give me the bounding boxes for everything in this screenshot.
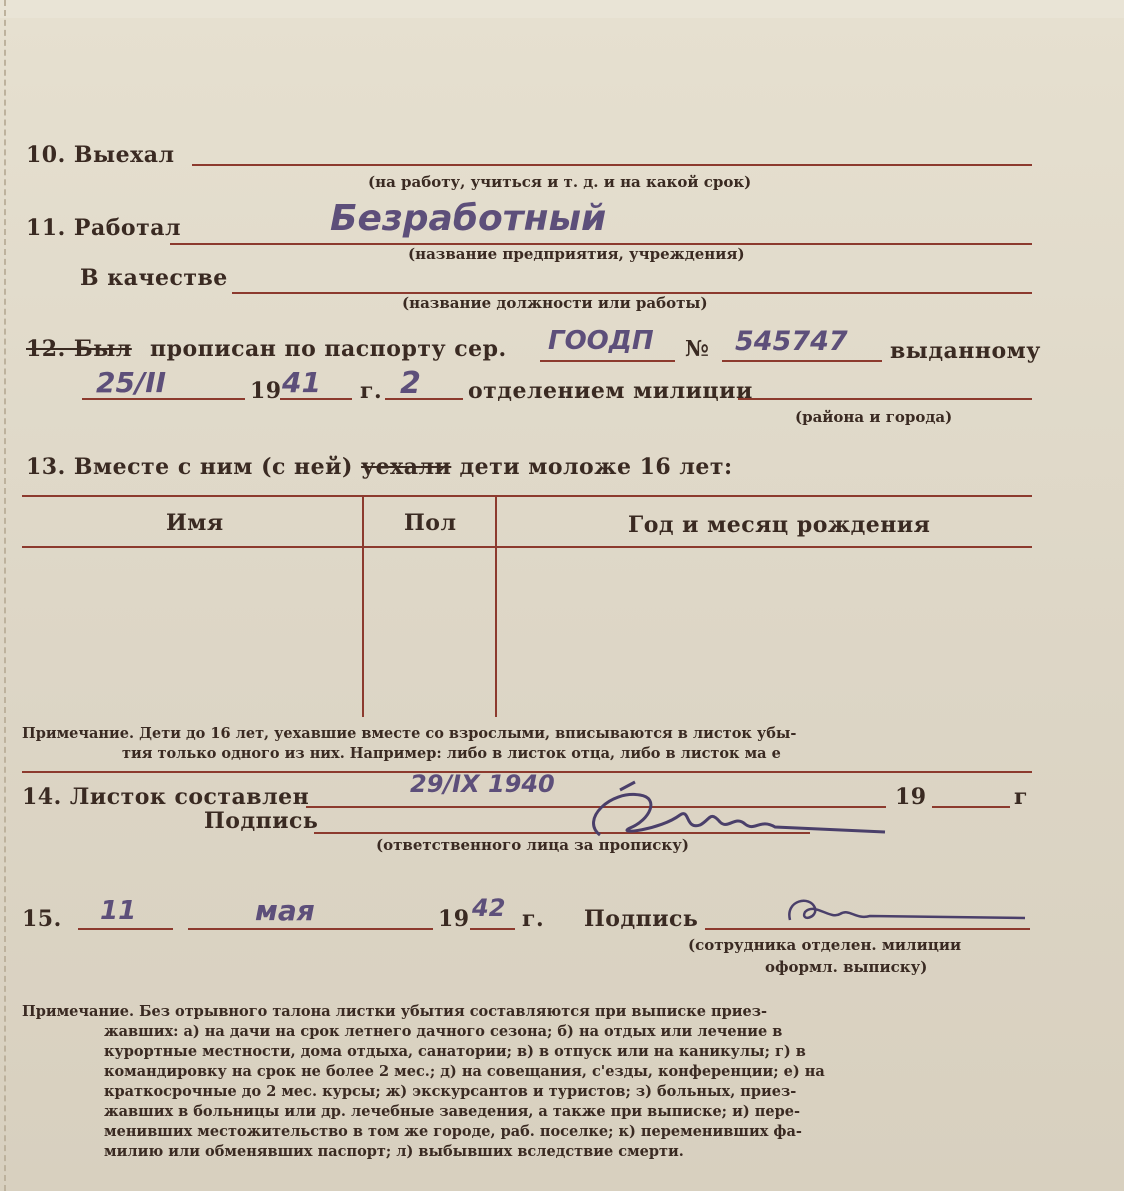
issue-year-line [280, 398, 352, 400]
issue-date-line [82, 398, 245, 400]
item11-handwritten-employer: Безработный [330, 198, 607, 239]
footnote-line-8: милию или обменявших паспорт; л) выбывших вследствие смерти. [104, 1143, 684, 1160]
item13-label [26, 454, 733, 480]
footnote-line-3: курортные местности, дома отдыха, санатории; в) в отпуск или на каникулы; г) в [104, 1043, 806, 1060]
item15-sign-label: Подпись [584, 906, 699, 932]
item14-year-line [932, 806, 1010, 808]
issued-label: выданному [890, 338, 1041, 364]
item12-label: прописан по паспорту сер. [150, 336, 507, 362]
police-dept-label: отделением милиции [468, 378, 753, 404]
perforation-line [4, 0, 6, 1191]
item10-caption: (на работу, учиться и т. д. и на какой срок) [368, 173, 752, 191]
item12-label-start [26, 336, 132, 362]
item10-line [192, 164, 1032, 166]
item14-year-prefix: 19 [895, 784, 927, 810]
item14-label: 14. Листок составлен [22, 784, 310, 810]
footnote-line-7: менивших местожительство в том же городе, раб. поселке; к) переменивших фа- [104, 1123, 802, 1140]
footnote-line-2: жавших: а) на дачи на срок летнего дачного сезона; б) на отдых или лечение в [104, 1023, 783, 1040]
item14-sign-label: Подпись [204, 808, 319, 834]
footnote-line-4: командировку на срок не более 2 мес.; д) на совещания, с'езды, конференции; е) на [104, 1063, 825, 1080]
issue-year: 41 [282, 366, 321, 399]
item13-label-start: 13. Вместе с ним (с ней) [26, 454, 353, 480]
issue-date: 25/II [96, 366, 167, 399]
item15-year-suffix: г. [522, 906, 545, 932]
passport-number: 545747 [735, 326, 848, 357]
district-caption: (района и города) [795, 408, 953, 426]
issue-year-suffix: г. [360, 378, 383, 404]
footnote-line-1: Примечание. Без отрывного талона листки убытия составляются при выписке приез- [22, 1003, 767, 1020]
item15-day: 11 [100, 896, 137, 926]
col-header-birth: Год и месяц рождения [628, 512, 931, 538]
torn-top-edge [0, 0, 1124, 18]
item15-year-line [470, 928, 515, 930]
item15-year-prefix: 19 [438, 906, 470, 932]
number-line [722, 360, 882, 362]
item15-signature [760, 890, 1030, 935]
number-sign: № [685, 336, 710, 362]
item13-label-end: дети моложе 16 лет: [459, 454, 733, 480]
item15-day-line [78, 928, 173, 930]
item13-note-line1: Примечание. Дети до 16 лет, уехавшие вместе со взрослыми, вписываются в листок убы- [22, 725, 797, 742]
table-divider-2 [495, 497, 497, 717]
col-header-sex: Пол [404, 510, 457, 536]
item14-caption: (ответственного лица за прописку) [376, 836, 689, 854]
item10-label: 10. Выехал [26, 142, 175, 168]
item11-caption: (название предприятия, учреждения) [408, 245, 745, 263]
table-top-rule [22, 495, 1032, 497]
footnote-line-6: жавших в больницы или др. лечебные заведения, а также при выписке; и) пере- [104, 1103, 800, 1120]
issue-year-prefix: 19 [250, 378, 282, 404]
passport-series: ГООДП [548, 326, 654, 356]
series-line [540, 360, 675, 362]
table-header-rule [22, 546, 1032, 548]
item14-year-suffix: г [1014, 784, 1028, 810]
item15-caption-1: (сотрудника отделен. милиции [688, 936, 962, 954]
district-line [738, 398, 1032, 400]
item11-label: 11. Работал [26, 215, 181, 241]
item15-year: 42 [472, 894, 506, 922]
item15-caption-2: оформл. выписку) [765, 958, 928, 976]
item14-date: 29/IX 1940 [410, 770, 555, 798]
police-dept-number: 2 [400, 366, 421, 401]
item11-position-caption: (название должности или работы) [402, 294, 708, 312]
item13-struck-word: уехали [361, 454, 452, 480]
dept-number-line [385, 398, 463, 400]
item15-label: 15. [22, 906, 62, 932]
item15-month: мая [255, 894, 315, 927]
item11-position-label: В качестве [80, 265, 228, 291]
col-header-name: Имя [166, 510, 224, 536]
item13-note-line2: тия только одного из них. Например: либо в листок отца, либо в листок ма е [122, 745, 781, 762]
item12-struck-word: 12. Был [26, 336, 132, 362]
table-divider-1 [362, 497, 364, 717]
footnote-line-5: краткосрочные до 2 мес. курсы; ж) экскурсантов и туристов; з) больных, приез- [104, 1083, 797, 1100]
item15-month-line [188, 928, 433, 930]
